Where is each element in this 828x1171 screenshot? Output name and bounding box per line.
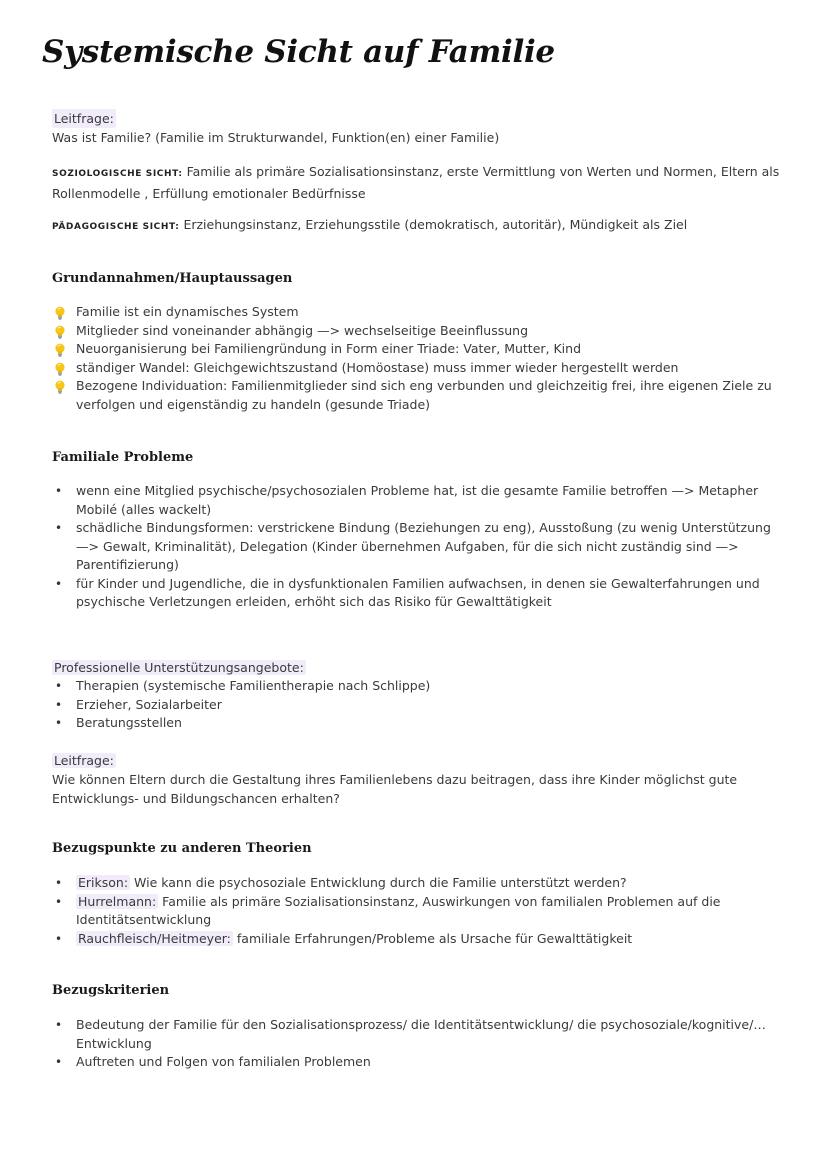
heading-bezugspunkte: Bezugspunkte zu anderen Theorien (52, 841, 312, 856)
massnahmen-sublabel (52, 658, 782, 677)
soziologische-sicht-text: Familie als primäre Sozialisationsinstanz, erste Vermittlung von Werten und Normen, Eltern als Rollenmodelle , Erfüllung emotionaler Bedürfnisse (52, 164, 780, 201)
list-item: • Therapien (systemische Familientherapie nach Schlippe) (52, 677, 782, 696)
massnahmen-list (52, 677, 782, 733)
heading-grundannahmen: Grundannahmen/Hauptaussagen (52, 271, 293, 286)
soziologische-sicht (52, 162, 782, 203)
bullet-dot: • (55, 521, 63, 535)
lightbulb-icon (52, 324, 68, 340)
bezugspunkte-list (52, 874, 782, 948)
bullet-dot: • (55, 894, 63, 909)
paedagogische-sicht-text: Erziehungsinstanz, Erziehungsstile (demokratisch, autoritär), Mündigkeit als Ziel (183, 217, 688, 232)
theory-name: Rauchfleisch/Heitmeyer: (78, 930, 231, 946)
list-item: ständiger Wandel: Gleichgewichtszustand (Homöostase) muss immer wieder hergestellt werden (52, 359, 782, 378)
bullet-dot: • (55, 484, 63, 498)
bullet-dot: • (55, 716, 63, 730)
list-item: • Erikson: Wie kann die psychosoziale Entwicklung durch die Familie unterstützt werden? (52, 874, 782, 893)
bullet-dot: • (55, 697, 63, 712)
bullet-dot: • (55, 576, 63, 591)
leitfrage-label: Leitfrage: (54, 111, 114, 126)
list-item: Neuorganisierung bei Familiengründung in Form einer Triade: Vater, Mutter, Kind (52, 340, 782, 359)
theory-name: Erikson: (78, 875, 129, 890)
list-item: • Erzieher, Sozialarbeiter (52, 696, 782, 715)
list-item: • schädliche Bindungsformen: verstrickene Bindung (Beziehungen zu eng), Ausstoßung (zu wenig Unterstützung —> Gewalt, Kriminalität), Delegation (Kinder übernehmen Aufgaben, für die sich nicht zuständig sind —> Parentifizierung) (55, 520, 771, 572)
lightbulb-icon (52, 361, 68, 377)
leitfrage-text: Was ist Familie? (Familie im Strukturwandel, Funktion(en) einer Familie) (52, 130, 500, 145)
bullet-dot: • (55, 931, 63, 946)
list-item: • Hurrelmann: Familie als primäre Sozialisationsinstanz, Auswirkungen von familialen Problemen auf die Identitätsentwicklung (55, 893, 721, 927)
paedagogische-sicht-label: PÄDAGOGISCHE SICHT: (52, 222, 180, 232)
list-item: Mitglieder sind voneinander abhängig —> wechselseitige Beeinflussung (52, 322, 782, 341)
heading-bezugskriterien: Bezugskriterien (52, 983, 170, 998)
page-title: Systemische Sicht auf Familie (42, 34, 555, 70)
heading-familiale-probleme: Familiale Probleme (52, 450, 194, 465)
list-item: • Beratungsstellen (52, 714, 782, 733)
list-item: • Rauchfleisch/Heitmeyer: familiale Erfahrungen/Probleme als Ursache für Gewalttätigkeit (52, 930, 782, 949)
massnahmen-sub-label: Professionelle Unterstützungsangebote: (54, 660, 304, 675)
lightbulb-icon (52, 305, 68, 321)
list-item: • für Kinder und Jugendliche, die in dysfunktionalen Familien aufwachsen, in denen sie Gewalterfahrungen und psychische Verletzungen erleiden, erhöht sich das Risiko für Gewalttätigkeit (55, 575, 760, 609)
grundannahmen-list (52, 303, 782, 414)
leitfrage-label: Leitfrage: (54, 753, 114, 768)
bullet-dot: • (55, 679, 63, 693)
bullet-dot: • (55, 1018, 63, 1032)
bullet-dot: • (55, 1055, 63, 1069)
paedagogische-sicht (52, 215, 782, 237)
lightbulb-icon (52, 379, 68, 395)
leitfrage-text: Wie können Eltern durch die Gestaltung ihres Familienlebens dazu beitragen, dass ihre Kinder möglichst gute Entwicklungs- und Bildungschancen erhalten? (52, 772, 738, 806)
probleme-list (52, 482, 782, 612)
list-item: Bezogene Individuation: Familienmitglieder sind sich eng verbunden und gleichzeitig frei, ihre eigenen Ziele zu verfolgen und eigenständig zu handeln (gesunde Triade) (52, 377, 782, 414)
lightbulb-icon (52, 342, 68, 358)
list-item: Familie ist ein dynamisches System (52, 303, 782, 322)
soziologische-sicht-label: SOZIOLOGISCHE SICHT: (52, 169, 183, 179)
massnahmen-leitfrage (52, 751, 782, 808)
list-item: • wenn eine Mitglied psychische/psychosozialen Probleme hat, ist die gesamte Familie betroffen —> Metapher Mobilé (alles wackelt) (55, 483, 759, 517)
bullet-dot: • (55, 876, 63, 890)
kriterien-list (52, 1016, 782, 1072)
list-item: • Auftreten und Folgen von familialen Problemen (52, 1053, 782, 1072)
theory-name: Hurrelmann: (78, 893, 157, 909)
intro-leitfrage (52, 109, 782, 147)
list-item: • Bedeutung der Familie für den Sozialisationsprozess/ die Identitätsentwicklung/ die psychosoziale/kognitive/… Entwicklung (55, 1017, 766, 1051)
